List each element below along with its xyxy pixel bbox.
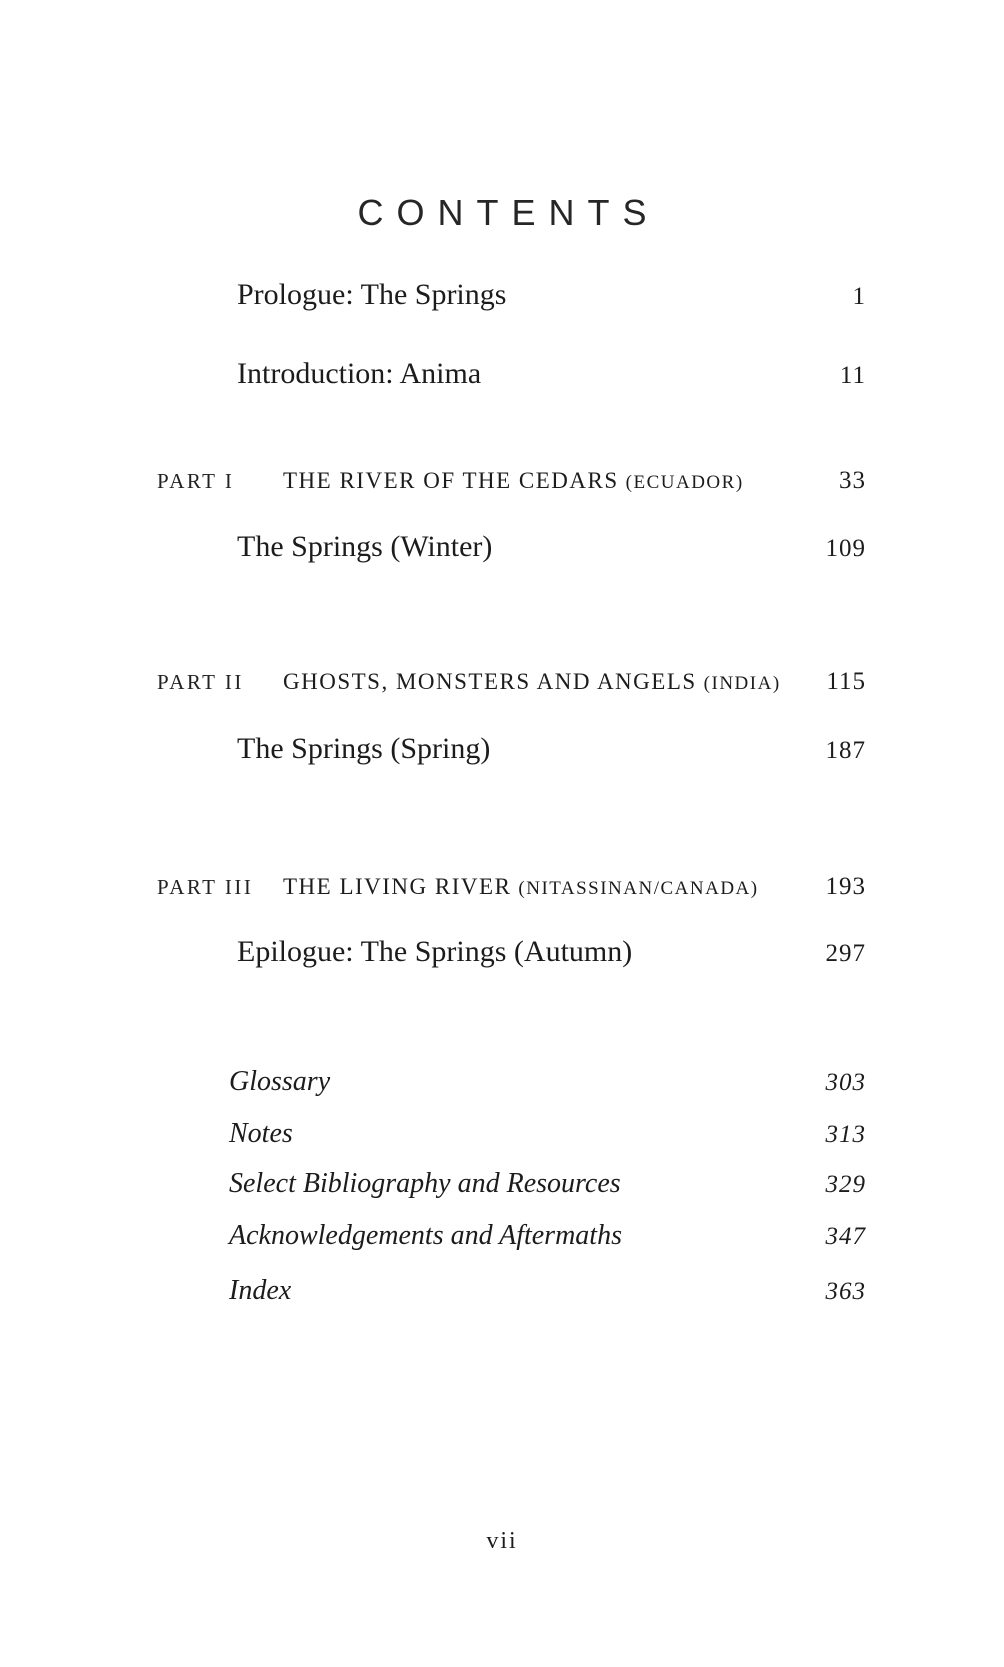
part-title: THE RIVER OF THE CEDARS [283,468,619,493]
entry-label: Select Bibliography and Resources [229,1168,621,1199]
toc-entry-epilogue [0,937,1004,967]
page-number: 11 [839,362,866,389]
toc-entry-introduction [0,359,1004,389]
toc-entry-part-1 [0,468,1004,493]
page-number: 187 [825,737,866,764]
toc-entry-index [0,1277,1004,1305]
page-number: 303 [825,1069,866,1096]
page-title: CONTENTS [357,192,660,234]
entry-label: Acknowledgements and Aftermaths [229,1220,622,1251]
page-number: 329 [825,1171,866,1198]
page-number: 313 [825,1121,866,1148]
toc-entry-bibliography [0,1170,1004,1198]
part-label: PART I [157,469,235,493]
part-label: PART II [157,670,244,694]
toc-entry-part-3 [0,874,1004,899]
part-region: (NITASSINAN/CANADA) [518,878,759,899]
page-number: 347 [825,1223,866,1250]
toc-entry-notes [0,1120,1004,1148]
folio-page-number: vii [486,1528,518,1554]
page-number: 1 [852,283,866,310]
part-title: THE LIVING RIVER [283,874,512,899]
toc-entry-glossary [0,1068,1004,1096]
toc-entry-springs-winter [0,532,1004,562]
entry-label: The Springs (Winter) [237,530,493,563]
page-number: 193 [825,873,866,900]
toc-entry-part-2 [0,669,1004,694]
entry-label: Glossary [229,1066,331,1097]
entry-label: Notes [229,1118,293,1149]
entry-label: Prologue: The Springs [237,278,507,311]
page-number: 115 [826,668,866,695]
entry-label: Introduction: Anima [237,357,482,390]
page-number: 109 [825,535,866,562]
part-title: GHOSTS, MONSTERS AND ANGELS [283,669,697,694]
part-label: PART III [157,875,254,899]
toc-entry-springs-spring [0,734,1004,764]
page-number: 363 [825,1278,866,1305]
part-region: (ECUADOR) [625,472,744,493]
entry-label: Index [229,1275,292,1306]
entry-label: The Springs (Spring) [237,732,491,765]
toc-entry-acknowledgements [0,1222,1004,1250]
page-number: 33 [839,467,866,494]
entry-label: Epilogue: The Springs (Autumn) [237,935,633,968]
part-region: (INDIA) [703,673,781,694]
toc-entry-prologue [0,280,1004,310]
page-number: 297 [825,940,866,967]
